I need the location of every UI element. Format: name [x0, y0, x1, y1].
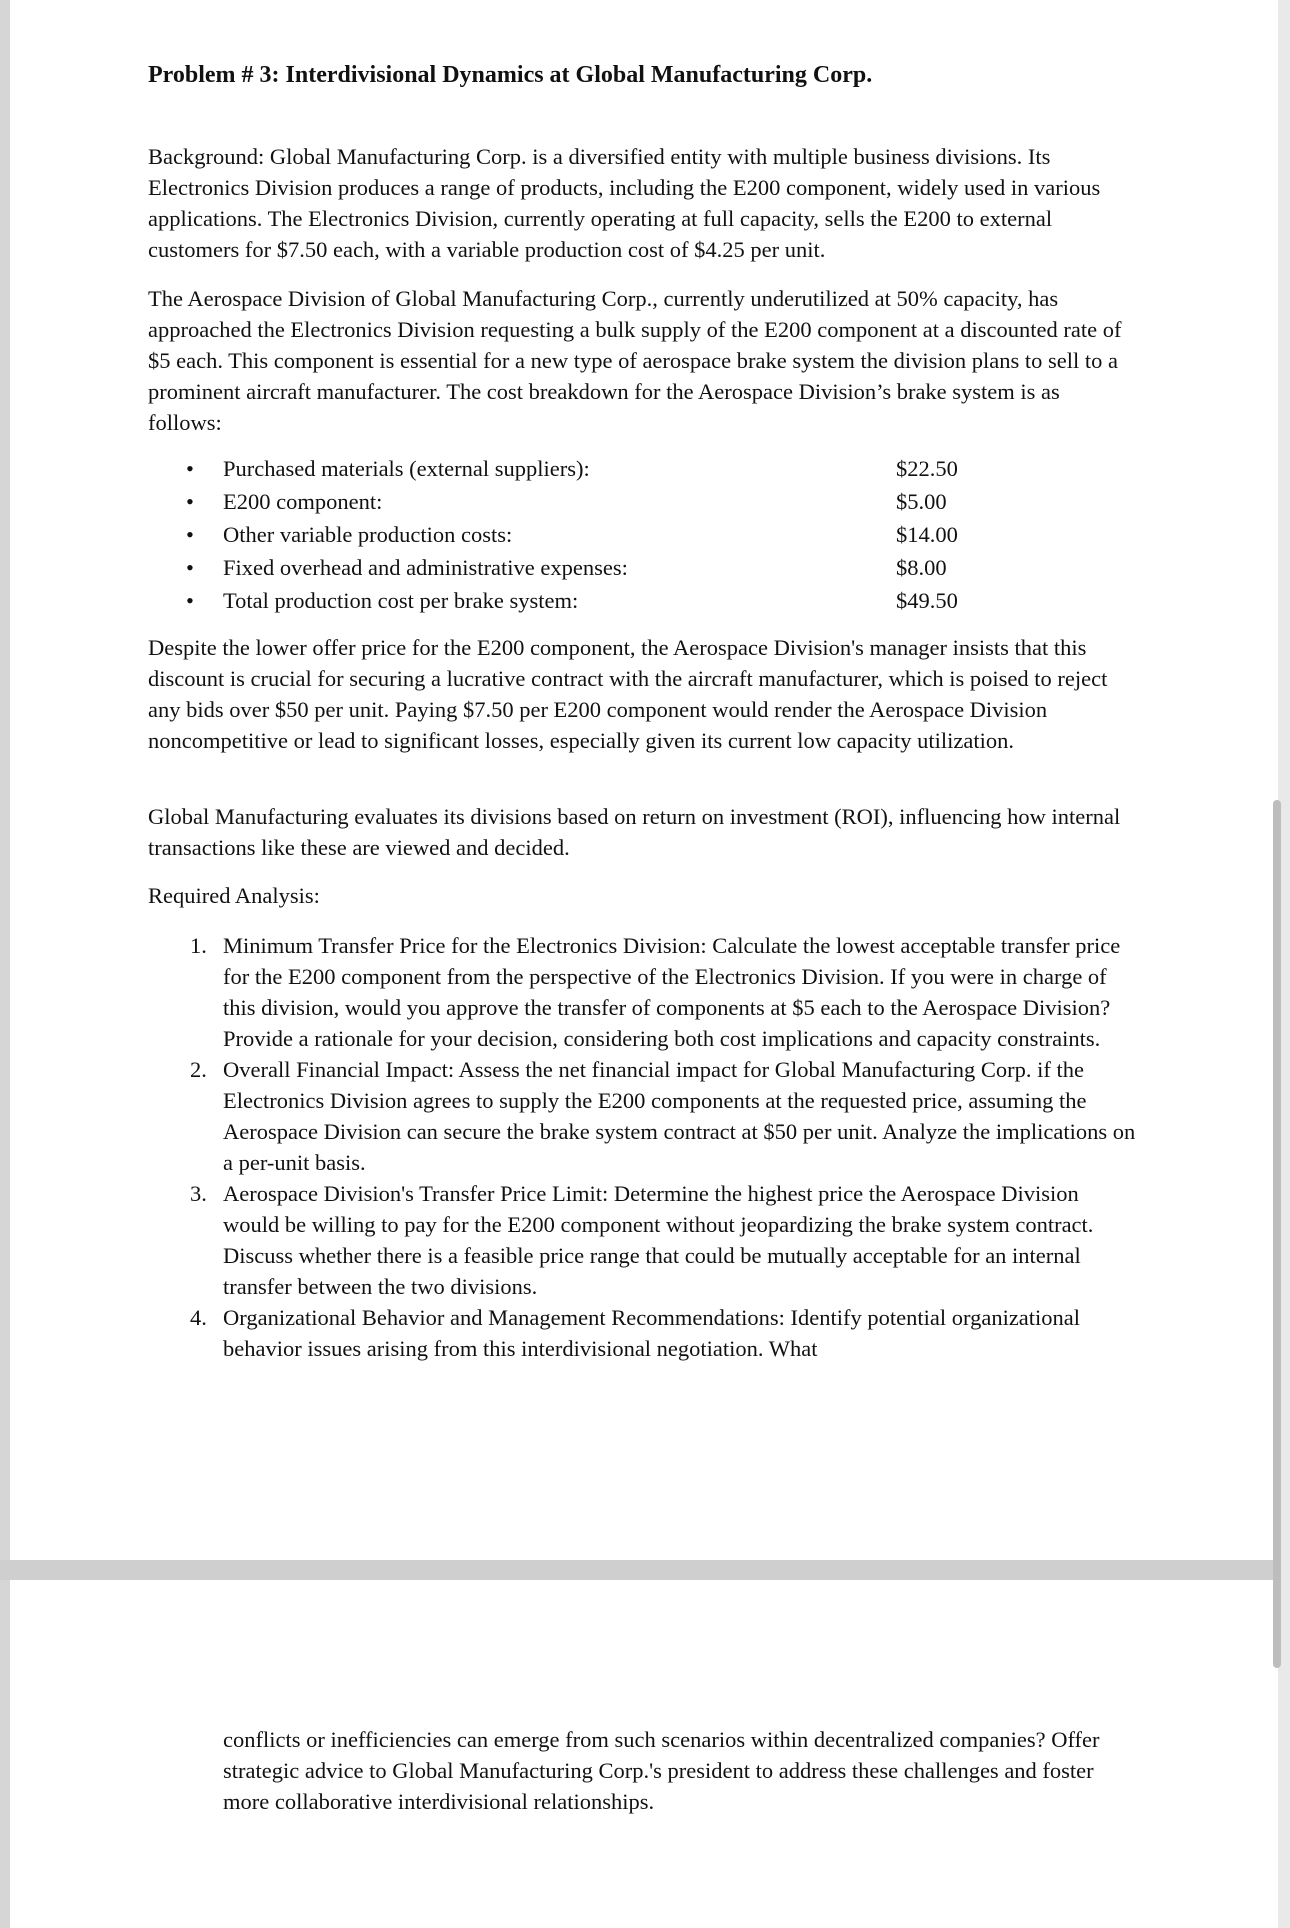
cost-item [148, 485, 1138, 518]
cost-value: $5.00 [896, 489, 947, 514]
cost-value: $14.00 [896, 522, 958, 547]
list-item-text: Overall Financial Impact: Assess the net financial impact for Global Manufacturing Corp. if the Electronics Division agrees to supply the E200 components at the requested price, assuming the Aerospace Division can secure the brake system contract at $50 per unit. Analyze the implications on a per-unit basis. [223, 1057, 1136, 1175]
vertical-scrollbar[interactable] [1273, 800, 1281, 1668]
list-item [148, 930, 1138, 1054]
cost-item [148, 518, 1138, 551]
list-number: 3. [190, 1181, 207, 1206]
cost-value: $8.00 [896, 555, 947, 580]
cost-label: Total production cost per brake system: [223, 588, 579, 613]
required-analysis-heading: Required Analysis: [148, 883, 320, 908]
list-number: 2. [190, 1057, 207, 1082]
roi-paragraph: Global Manufacturing evaluates its divisions based on return on investment (ROI), influencing how internal transactions like these are viewed and decided. [148, 804, 1121, 860]
cost-item [148, 452, 1138, 485]
bullet-icon: • [186, 522, 194, 547]
background-paragraph: Background: Global Manufacturing Corp. is a diversified entity with multiple business divisions. Its Electronics Division produces a range of products, including the E200 component, widely used in various applications. The Electronics Division, currently operating at full capacity, sells the E200 to external customers for $7.50 each, with a variable production cost of $4.25 per unit. [148, 144, 1101, 262]
page-gap [0, 1560, 1290, 1580]
list-number: 4. [190, 1305, 207, 1330]
cost-item [148, 551, 1138, 584]
bullet-icon: • [186, 456, 194, 481]
bullet-icon: • [186, 489, 194, 514]
list-number: 1. [190, 933, 207, 958]
cost-label: Purchased materials (external suppliers): [223, 456, 590, 481]
required-analysis-list [148, 930, 1138, 1364]
cost-item [148, 584, 1138, 617]
cost-value: $49.50 [896, 588, 958, 613]
list-item-text: Minimum Transfer Price for the Electronics Division: Calculate the lowest acceptable transfer price for the E200 component from the perspective of the Electronics Division. If you were in charge of this division, would you approve the transfer of components at $5 each to the Aerospace Division? Provide a rationale for your decision, considering both cost implications and capacity constraints. [223, 933, 1121, 1051]
bullet-icon: • [186, 555, 194, 580]
cost-label: Other variable production costs: [223, 522, 513, 547]
bullet-icon: • [186, 588, 194, 613]
cost-label: E200 component: [223, 489, 383, 514]
cost-breakdown-list [148, 452, 1138, 617]
list-item-text: Organizational Behavior and Management Recommendations: Identify potential organizational behavior issues arising from this interdivisional negotiation. What [223, 1305, 1081, 1361]
cost-value: $22.50 [896, 456, 958, 481]
list-item [148, 1302, 1138, 1364]
list-item [148, 1178, 1138, 1302]
despite-paragraph: Despite the lower offer price for the E200 component, the Aerospace Division's manager insists that this discount is crucial for securing a lucrative contract with the aircraft manufacturer, which is poised to reject any bids over $50 per unit. Paying $7.50 per E200 component would render the Aerospace Division noncompetitive or lead to significant losses, especially given its current low capacity utilization. [148, 635, 1108, 753]
aerospace-paragraph: The Aerospace Division of Global Manufacturing Corp., currently underutilized at 50% capacity, has approached the Electronics Division requesting a bulk supply of the E200 component at a discounted rate of $5 each. This component is essential for a new type of aerospace brake system the division plans to sell to a prominent aircraft manufacturer. The cost breakdown for the Aerospace Division’s brake system is as follows: [148, 286, 1122, 435]
cost-label: Fixed overhead and administrative expenses: [223, 555, 628, 580]
continuation-text: conflicts or inefficiencies can emerge from such scenarios within decentralized companies? Offer strategic advice to Global Manufacturing Corp.'s president to address these challenges and foster more collaborative interdivisional relationships. [223, 1727, 1100, 1814]
list-item-text: Aerospace Division's Transfer Price Limit: Determine the highest price the Aerospace Division would be willing to pay for the E200 component without jeopardizing the brake system contract. Discuss whether there is a feasible price range that could be mutually acceptable for an internal transfer between the two divisions. [223, 1181, 1094, 1299]
list-item [148, 1054, 1138, 1178]
problem-title: Problem # 3: Interdivisional Dynamics at Global Manufacturing Corp. [148, 62, 873, 88]
